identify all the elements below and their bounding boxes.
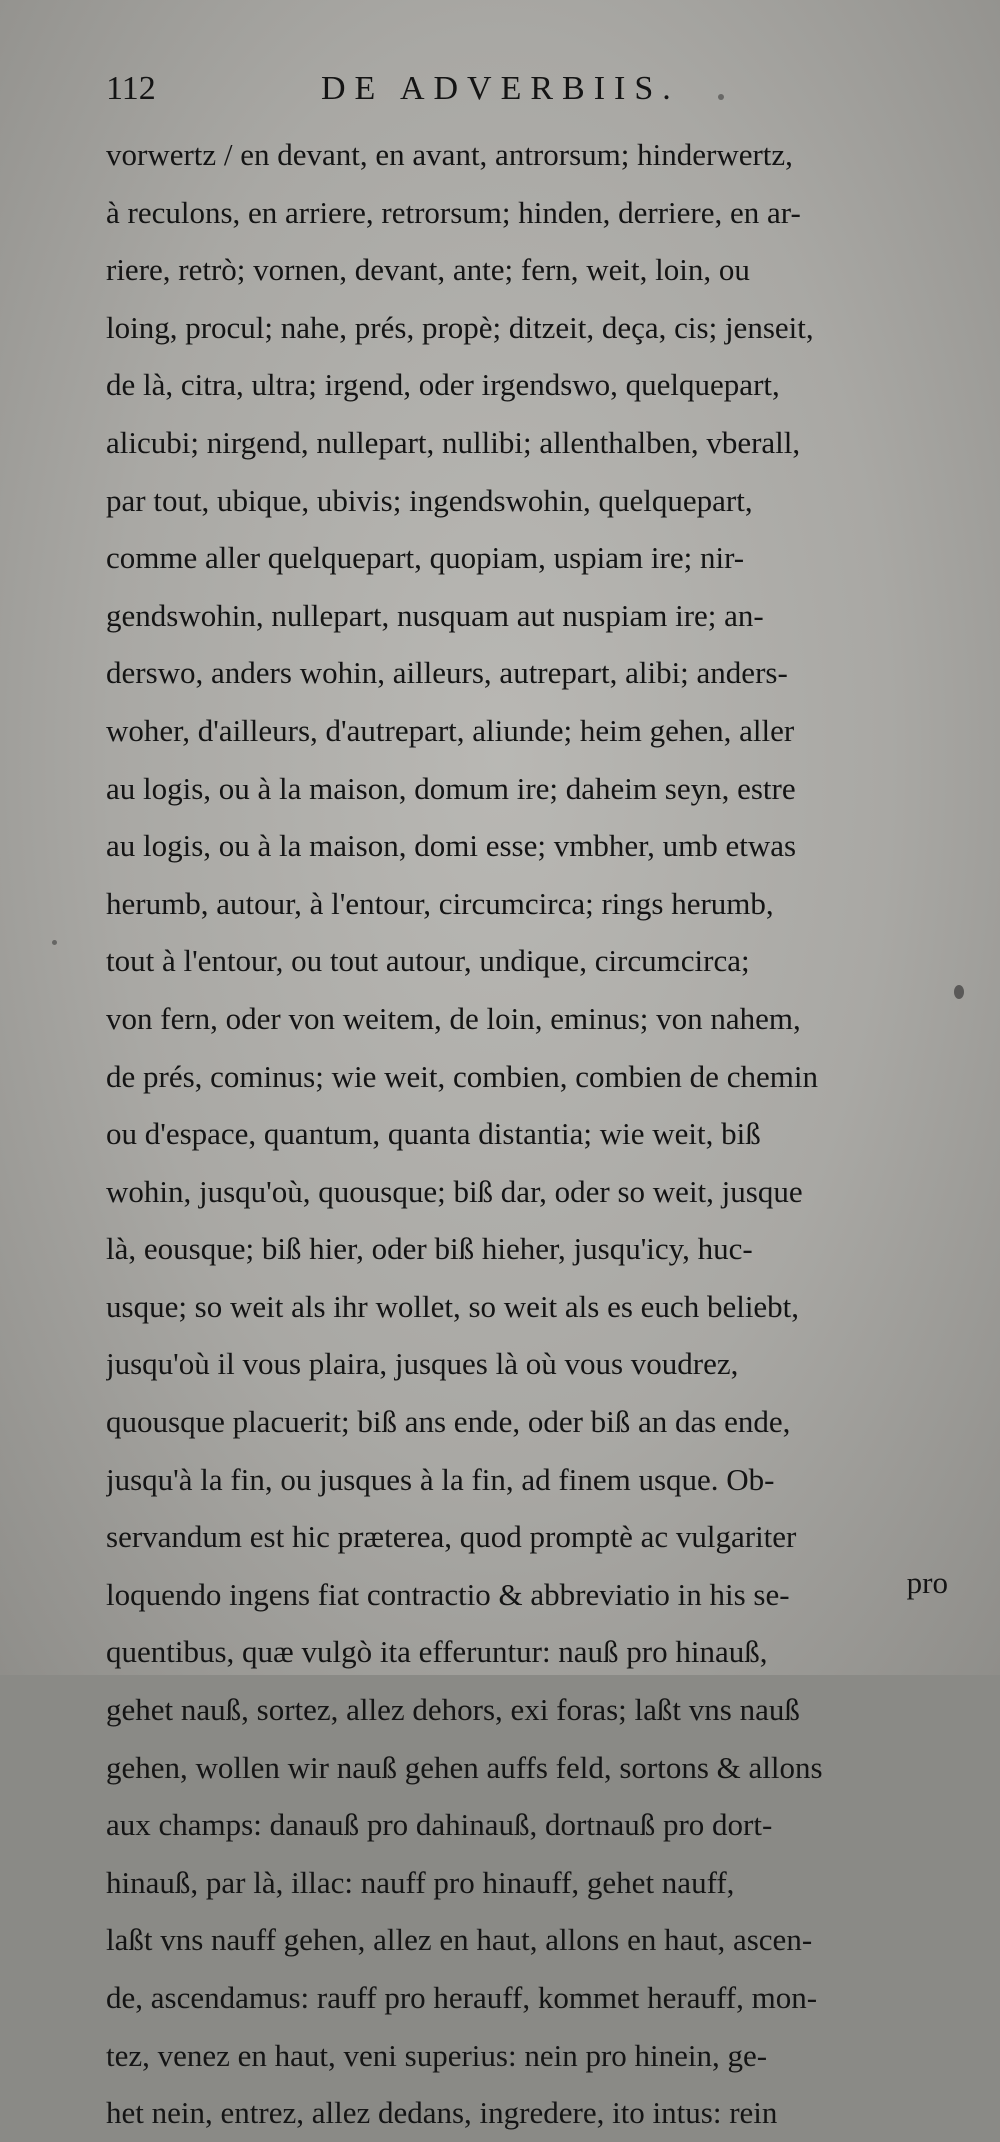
running-title: DE ADVERBIIS. bbox=[321, 70, 680, 107]
text-line: herumb, autour, à l'entour, circumcirca; rings herumb, bbox=[106, 885, 774, 921]
text-line: servandum est hic præterea, quod promptè ac vulgariter bbox=[106, 1519, 797, 1555]
text-line: riere, retrò; vornen, devant, ante; fern, weit, loin, ou bbox=[106, 252, 750, 288]
text-line: laßt vns nauff gehen, allez en haut, allons en haut, ascen- bbox=[106, 1922, 813, 1958]
text-line: jusqu'à la fin, ou jusques à la fin, ad finem usque. Ob- bbox=[106, 1461, 775, 1497]
text-line: de prés, cominus; wie weit, combien, combien de chemin bbox=[106, 1058, 818, 1094]
body-text bbox=[106, 126, 966, 2142]
text-line: derswo, anders wohin, ailleurs, autrepart, alibi; anders- bbox=[106, 655, 788, 691]
text-line: par tout, ubique, ubivis; ingendswohin, quelquepart, bbox=[106, 482, 753, 518]
text-line: gehet nauß, sortez, allez dehors, exi foras; laßt vns nauß bbox=[106, 1692, 800, 1728]
text-line: au logis, ou à la maison, domi esse; vmbher, umb etwas bbox=[106, 828, 797, 864]
ink-spot bbox=[954, 985, 964, 999]
text-line: au logis, ou à la maison, domum ire; daheim seyn, estre bbox=[106, 770, 796, 806]
text-line: alicubi; nirgend, nullepart, nullibi; allenthalben, vberall, bbox=[106, 424, 801, 460]
text-line: het nein, entrez, allez dedans, ingredere, ito intus: rein bbox=[106, 2095, 778, 2131]
text-line: quousque placuerit; biß ans ende, oder biß an das ende, bbox=[106, 1404, 791, 1440]
text-line: tout à l'entour, ou tout autour, undique, circumcirca; bbox=[106, 943, 750, 979]
text-line: vorwertz / en devant, en avant, antrorsum; hinderwertz, bbox=[106, 137, 793, 172]
text-line: aux champs: danauß pro dahinauß, dortnauß pro dort- bbox=[106, 1807, 773, 1843]
text-line: jusqu'où il vous plaira, jusques là où vous voudrez, bbox=[106, 1346, 739, 1382]
ink-spot bbox=[718, 94, 724, 100]
text-line: gendswohin, nullepart, nusquam aut nuspiam ire; an- bbox=[106, 597, 764, 633]
text-line: quentibus, quæ vulgò ita efferuntur: nauß pro hinauß, bbox=[106, 1634, 768, 1670]
text-line: gehen, wollen wir nauß gehen auffs feld, sortons & allons bbox=[106, 1749, 823, 1785]
catchword: pro bbox=[906, 1565, 948, 1600]
text-line: loing, procul; nahe, prés, propè; ditzeit, deça, cis; jenseit, bbox=[106, 309, 814, 345]
text-line: ou d'espace, quantum, quanta distantia; wie weit, biß bbox=[106, 1116, 761, 1152]
text-line: loquendo ingens fiat contractio & abbreviatio in his se- bbox=[106, 1576, 790, 1612]
page-number: 112 bbox=[106, 70, 156, 107]
text-line: de là, citra, ultra; irgend, oder irgendswo, quelquepart, bbox=[106, 367, 780, 403]
text-line: usque; so weit als ihr wollet, so weit als es euch beliebt, bbox=[106, 1288, 800, 1324]
text-line: de, ascendamus: rauff pro herauff, kommet herauff, mon- bbox=[106, 1980, 818, 2015]
text-line: là, eousque; biß hier, oder biß hieher, jusqu'icy, huc- bbox=[106, 1231, 753, 1267]
text-line: von fern, oder von weitem, de loin, eminus; von nahem, bbox=[106, 1000, 801, 1036]
text-line: comme aller quelquepart, quopiam, uspiam ire; nir- bbox=[106, 540, 745, 576]
text-line: wohin, jusqu'où, quousque; biß dar, oder so weit, jusque bbox=[106, 1173, 803, 1209]
text-line: hinauß, par là, illac: nauff pro hinauff, gehet nauff, bbox=[106, 1864, 735, 1900]
text-line: à reculons, en arriere, retrorsum; hinden, derriere, en ar- bbox=[106, 194, 801, 230]
text-line: tez, venez en haut, veni superius: nein pro hinein, ge- bbox=[106, 2037, 768, 2073]
ink-spot bbox=[52, 940, 57, 945]
text-line: woher, d'ailleurs, d'autrepart, aliunde; heim gehen, aller bbox=[106, 712, 795, 748]
running-head bbox=[106, 70, 960, 118]
